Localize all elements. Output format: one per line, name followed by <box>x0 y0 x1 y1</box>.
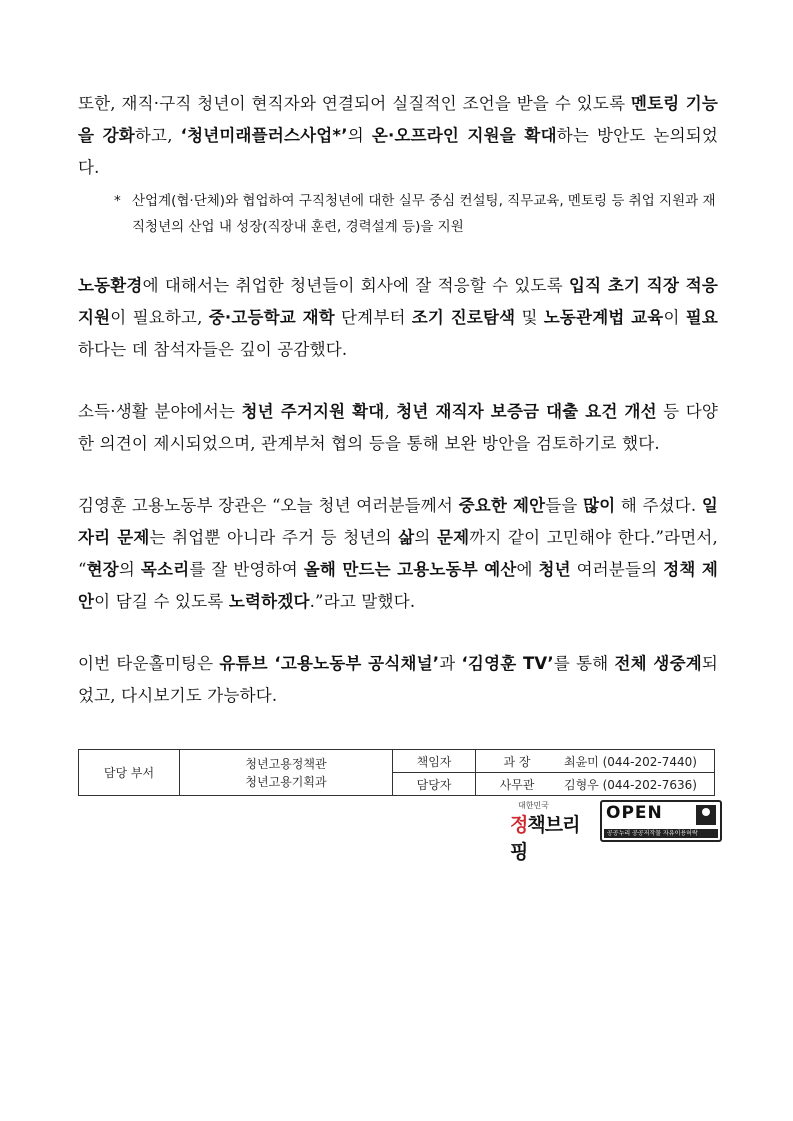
emphasis: 전체 생중계 <box>614 654 702 673</box>
text: .”라고 말했다. <box>309 592 416 611</box>
emphasis: 청년 재직자 보증금 대출 요건 개선 <box>396 402 657 421</box>
emphasis: 현장 <box>86 560 119 579</box>
emphasis: 온·오프라인 지원을 확대 <box>371 126 557 145</box>
text: 등 다양한 의견이 제시되었으며, 관계부처 협의 등을 통해 보완 방안을 검토하기로 했다. <box>78 402 718 453</box>
text: 하다는 데 참석자들은 깊이 공감했다. <box>78 340 348 359</box>
dept-name: 청년고용정책관 <box>245 756 327 771</box>
paragraph-labor-environment <box>78 270 718 366</box>
text: 하고, <box>134 126 181 145</box>
open-license-caption: 공공누리 공공저작물 자유이용허락 <box>604 829 718 838</box>
text: , <box>384 402 397 421</box>
text: 의 <box>347 126 372 145</box>
dept-cell <box>180 750 393 796</box>
text: 단계부터 <box>334 308 412 327</box>
text: 까지 같이 고민해야 한다.”라면서, “ <box>78 528 718 579</box>
emphasis: ‘김영훈 TV’ <box>461 654 554 673</box>
emphasis: 중요한 제안 <box>458 496 546 515</box>
emphasis: 청년 주거지원 확대 <box>241 402 385 421</box>
text: 김영훈 고용노동부 장관은 “오늘 청년 여러분들께서 <box>78 496 459 515</box>
footnote-marker: * <box>114 193 121 209</box>
emphasis: 필요 <box>685 308 719 327</box>
korea-policy-briefing-logo <box>510 800 595 863</box>
footnote <box>114 188 718 240</box>
emphasis: 노력하겠다 <box>228 592 310 611</box>
paragraph-minister-quote <box>78 490 718 618</box>
role-label: 책임자 <box>393 750 476 773</box>
text: 의 <box>118 560 141 579</box>
emphasis: 유튜브 ‘고용노동부 공식채널’ <box>219 654 440 673</box>
emphasis: 목소리 <box>140 560 190 579</box>
logo-subtext: 대한민국 <box>518 801 549 810</box>
person-icon <box>696 805 716 825</box>
text: 는 취업뿐 아니라 주거 등 청년의 <box>149 528 399 547</box>
text: 해 주셨다. <box>615 496 702 515</box>
emphasis: 중·고등학교 재학 <box>208 308 335 327</box>
dept-name: 청년고용기획과 <box>245 774 327 789</box>
text: 에 대해서는 취업한 청년들이 회사에 잘 적응할 수 있도록 <box>142 276 569 295</box>
text: 과 <box>439 654 462 673</box>
emphasis: 일자리 문제 <box>78 496 718 547</box>
emphasis: 삶 <box>398 528 415 547</box>
text: 이 담길 수 있도록 <box>94 592 229 611</box>
text: 및 <box>515 308 544 327</box>
text: 들을 <box>545 496 584 515</box>
text: 또한, 재직·구직 청년이 현직자와 연결되어 실질적인 조언을 받을 수 있도록 <box>78 94 632 113</box>
emphasis: 조기 진로탐색 <box>411 308 516 327</box>
text: 를 통해 <box>553 654 615 673</box>
emphasis: 정책 제안 <box>78 560 718 611</box>
text: 이 필요하고, <box>110 308 209 327</box>
text: 에 <box>516 560 539 579</box>
text: 이번 타운홀미팅은 <box>78 654 220 673</box>
text: 를 잘 반영하여 <box>189 560 304 579</box>
emphasis: 노동환경 <box>78 276 143 295</box>
footer-logos <box>510 800 720 863</box>
paragraph-livestream <box>78 648 718 712</box>
text: 여러분들의 <box>570 560 664 579</box>
role-title: 과 장 <box>476 750 559 773</box>
text: 하는 방안도 논의되었다. <box>78 126 718 177</box>
role-title: 사무관 <box>476 773 559 796</box>
dept-label: 담당 부서 <box>79 750 180 796</box>
emphasis: ‘청년미래플러스사업*’ <box>180 126 348 145</box>
contact-person: 김형우 (044-202-7636) <box>558 773 715 796</box>
document-body <box>78 88 718 712</box>
text: 되었고, 다시보기도 가능하다. <box>78 654 718 705</box>
text: 이 <box>663 308 686 327</box>
text: 의 <box>414 528 437 547</box>
text: 소득·생활 분야에서는 <box>78 402 242 421</box>
role-label: 담당자 <box>393 773 476 796</box>
footnote-text: 산업계(협·단체)와 협업하여 구직청년에 대한 실무 중심 컨설팅, 직무교육, 멘토링 등 취업 지원과 재직청년의 산업 내 성장(직장내 훈련, 경력설계 등)을 지원 <box>132 193 716 235</box>
emphasis: 입직 초기 직장 적응 지원 <box>78 276 718 327</box>
emphasis: 많이 <box>583 496 616 515</box>
emphasis: 청년 <box>538 560 571 579</box>
contact-table <box>78 749 715 796</box>
emphasis: 노동관계법 교육 <box>543 308 664 327</box>
paragraph-income-living <box>78 396 718 460</box>
contact-person: 최윤미 (044-202-7440) <box>558 750 715 773</box>
emphasis: 멘토링 기능을 강화 <box>78 94 719 145</box>
open-license-logo <box>600 800 722 842</box>
logo-text: 정책브리핑 <box>510 814 580 863</box>
emphasis: 문제 <box>436 528 470 547</box>
paragraph-mentoring <box>78 88 718 184</box>
open-text: OPEN <box>606 803 663 823</box>
emphasis: 올해 만드는 고용노동부 예산 <box>303 560 517 579</box>
